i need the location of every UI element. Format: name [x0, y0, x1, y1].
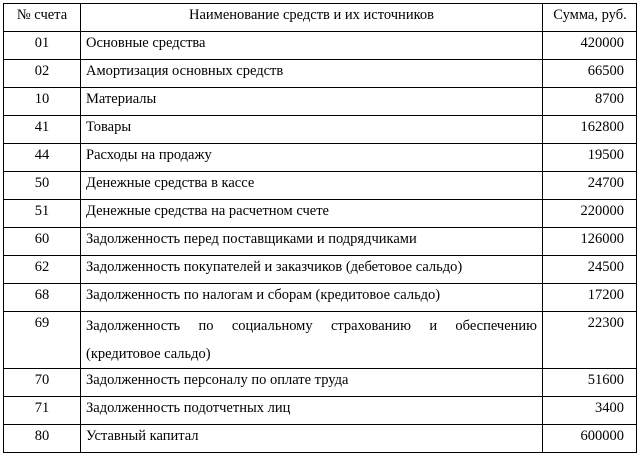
account-code: 71: [4, 397, 81, 425]
account-name: Денежные средства на расчетном счете: [81, 200, 543, 228]
account-code: 62: [4, 256, 81, 284]
account-name: Уставный капитал: [81, 425, 543, 453]
account-name: Денежные средства в кассе: [81, 172, 543, 200]
account-code: 70: [4, 369, 81, 397]
account-name: Материалы: [81, 88, 543, 116]
account-code: 10: [4, 88, 81, 116]
account-name: Задолженность покупателей и заказчиков (дебетовое сальдо): [81, 256, 543, 284]
account-name: Задолженность подотчетных лиц: [81, 397, 543, 425]
account-code: 60: [4, 228, 81, 256]
account-sum: 8700: [543, 88, 637, 116]
table-row: [4, 256, 637, 284]
account-name: Основные средства: [81, 32, 543, 60]
account-sum: 24500: [543, 256, 637, 284]
header-name: Наименование средств и их источников: [81, 4, 543, 32]
accounts-table-wrapper: [3, 3, 636, 453]
account-name: Амортизация основных средств: [81, 60, 543, 88]
table-row: [4, 397, 637, 425]
account-sum: 66500: [543, 60, 637, 88]
account-code: 41: [4, 116, 81, 144]
account-name: Расходы на продажу: [81, 144, 543, 172]
account-code: 44: [4, 144, 81, 172]
table-row: [4, 200, 637, 228]
account-name: Товары: [81, 116, 543, 144]
accounts-table: [3, 3, 637, 453]
account-code: 01: [4, 32, 81, 60]
account-sum: 24700: [543, 172, 637, 200]
header-row: [4, 4, 637, 32]
table-row: [4, 116, 637, 144]
account-code: 02: [4, 60, 81, 88]
account-sum: 51600: [543, 369, 637, 397]
table-row: [4, 228, 637, 256]
table-row: [4, 312, 637, 369]
account-code: 51: [4, 200, 81, 228]
account-sum: 162800: [543, 116, 637, 144]
table-row: [4, 369, 637, 397]
table-row: [4, 144, 637, 172]
account-name: Задолженность по социальному страхованию и обеспечению (кредитовое сальдо): [81, 312, 543, 369]
account-sum: 600000: [543, 425, 637, 453]
account-sum: 126000: [543, 228, 637, 256]
account-sum: 22300: [543, 312, 637, 369]
table-row: [4, 284, 637, 312]
table-row: [4, 60, 637, 88]
table-row: [4, 172, 637, 200]
header-sum: Сумма, руб.: [543, 4, 637, 32]
account-sum: 3400: [543, 397, 637, 425]
account-sum: 220000: [543, 200, 637, 228]
account-code: 80: [4, 425, 81, 453]
account-code: 69: [4, 312, 81, 369]
account-name: Задолженность персоналу по оплате труда: [81, 369, 543, 397]
header-account-number: № счета: [4, 4, 81, 32]
account-code: 68: [4, 284, 81, 312]
account-name: Задолженность по налогам и сборам (кредитовое сальдо): [81, 284, 543, 312]
account-name: Задолженность перед поставщиками и подрядчиками: [81, 228, 543, 256]
table-row: [4, 425, 637, 453]
table-row: [4, 32, 637, 60]
account-code: 50: [4, 172, 81, 200]
account-sum: 19500: [543, 144, 637, 172]
table-row: [4, 88, 637, 116]
account-sum: 17200: [543, 284, 637, 312]
account-sum: 420000: [543, 32, 637, 60]
